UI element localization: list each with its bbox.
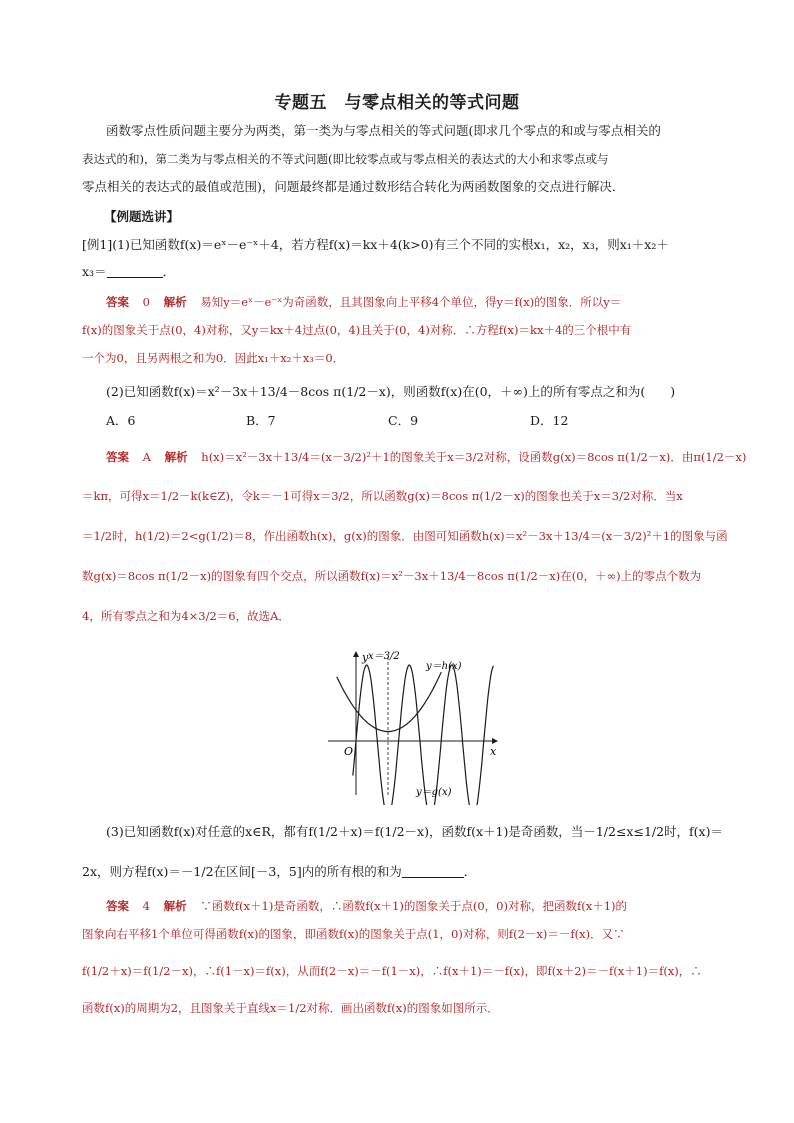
intro-line-2: 表达式的和)，第二类为与零点相关的不等式问题(即比较零点或与零点相关的表达式的大小和求零点或与 — [82, 152, 609, 166]
answer-3-line-3: f(1/2＋x)＝f(1/2－x)，∴f(1－x)＝f(x)，从而f(2－x)＝－f(1－x)，∴f(x＋1)＝－f(x)，即f(x＋2)＝－f(x＋1)＝f(x)，∴ — [82, 964, 702, 978]
answer-2-line-1 — [106, 447, 747, 467]
answer-blank — [402, 865, 464, 878]
x-axis-arrow — [492, 738, 498, 744]
question-3-line-2-text: 2x，则方程f(x)＝－1/2在区间[－3，5]内的所有根的和为 — [82, 864, 402, 879]
question-3-line-2-end: ． — [463, 864, 477, 879]
question-1-line-2 — [82, 262, 722, 282]
question-3-line-2 — [82, 862, 722, 882]
option-a: A．6 — [106, 413, 136, 428]
answer-blank — [107, 265, 163, 278]
answer-2-line-3: ＝1/2时，h(1/2)＝2<g(1/2)＝8，作出函数h(x)，g(x)的图象．由图可知函数h(x)＝x²－3x＋13/4＝(x－3/2)²＋1的图象与函 — [82, 529, 728, 543]
intro-line-1: 函数零点性质问题主要分为两类，第一类为与零点相关的等式问题(即求几个零点的和或与零点相关的 — [106, 123, 661, 138]
g-curve-label: y＝g(x) — [416, 787, 452, 798]
analysis-text: ∵函数f(x＋1)是奇函数，∴函数f(x＋1)的图象关于点(0，0)对称，把函数f(x＋1)的 — [200, 899, 627, 913]
answer-2-line-4: 数g(x)＝8cos π(1/2－x)的图象有四个交点，所以函数f(x)＝x²－3x＋13/4－8cos π(1/2－x)在(0，＋∞)上的零点个数为 — [82, 569, 702, 583]
vline-label: x＝3/2 — [368, 651, 400, 662]
curve-h — [337, 672, 441, 731]
answer-2-line-2: ＝kπ，可得x＝1/2－k(k∈Z)，令k＝－1可得x＝3/2，所以函数g(x)＝8cos π(1/2－x)的图象也关于x＝3/2对称．当x — [82, 489, 683, 503]
analysis-label: 解析 — [164, 450, 188, 464]
analysis-text: 易知y＝eˣ－e⁻ˣ为奇函数，且其图象向上平移4个单位，得y＝f(x)的图象．所以y＝ — [200, 295, 622, 309]
x-axis-label: x — [490, 745, 497, 758]
answer-label: 答案 — [106, 450, 129, 464]
y-axis-arrow — [353, 651, 359, 657]
answer-3-line-4: 函数f(x)的周期为2，且图象关于直线x＝1/2对称．画出函数f(x)的图象如图所示． — [82, 1001, 499, 1015]
function-graph-figure — [320, 645, 510, 805]
section-heading: 【例题选讲】 — [104, 209, 180, 224]
answer-3-line-2: 图象向右平移1个单位可得函数f(x)的图象，即函数f(x)的图象关于点(1，0)对称，则f(2－x)＝－f(x)．又∵ — [82, 927, 625, 941]
option-c: C．9 — [388, 413, 419, 428]
analysis-label: 解析 — [163, 899, 187, 913]
question-3-line-1: (3)已知函数f(x)对任意的x∈R，都有f(1/2＋x)＝f(1/2－x)，函数f(x＋1)是奇函数，当－1/2≤x≤1/2时，f(x)＝ — [106, 824, 723, 839]
answer-label: 答案 — [106, 295, 129, 309]
curve-g — [353, 665, 494, 805]
answer-value: 0 — [142, 295, 150, 309]
question-2-line-1: (2)已知函数f(x)＝x²－3x＋13/4－8cos π(1/2－x)，则函数f(x)在(0，＋∞)上的所有零点之和为( ) — [106, 384, 676, 399]
answer-3-line-1 — [106, 896, 722, 916]
analysis-label: 解析 — [163, 295, 187, 309]
answer-label: 答案 — [106, 899, 129, 913]
origin-label: O — [344, 745, 354, 758]
answer-1-line-2: f(x)的图象关于点(0，4)对称，又y＝kx＋4过点(0，4)且关于(0，4)对称．∴方程f(x)＝kx＋4的三个根中有 — [82, 323, 632, 337]
question-1-line-1: [例1](1)已知函数f(x)＝eˣ－e⁻ˣ＋4，若方程f(x)＝kx＋4(k>0)有三个不同的实根x₁，x₂，x₃，则x₁＋x₂＋ — [82, 237, 669, 252]
answer-value: A — [142, 450, 151, 464]
h-curve-label: y＝h(x) — [426, 661, 462, 672]
option-d: D．12 — [530, 413, 569, 428]
y-axis-label: y — [362, 651, 369, 664]
answer-2-line-5: 4，所有零点之和为4×3/2＝6，故选A． — [82, 609, 290, 623]
intro-line-3: 零点相关的表达式的最值或范围)，问题最终都是通过数形结合转化为两函数图象的交点进行解决． — [82, 179, 625, 194]
question-1-line-2-end: ． — [162, 264, 176, 279]
option-b: B．7 — [246, 413, 276, 428]
answer-value: 4 — [142, 899, 150, 913]
analysis-text: h(x)＝x²－3x＋13/4＝(x－3/2)²＋1的图象关于x＝3/2对称，设函数g(x)＝8cos π(1/2－x)．由π(1/2－x) — [201, 450, 747, 464]
page-title: 专题五 与零点相关的等式问题 — [274, 93, 520, 113]
question-1-line-2-text: x₃＝ — [82, 264, 107, 279]
answer-1-line-3: 一个为0，且另两根之和为0．因此x₁＋x₂＋x₃＝0． — [82, 351, 345, 365]
answer-1-line-1 — [106, 292, 722, 312]
